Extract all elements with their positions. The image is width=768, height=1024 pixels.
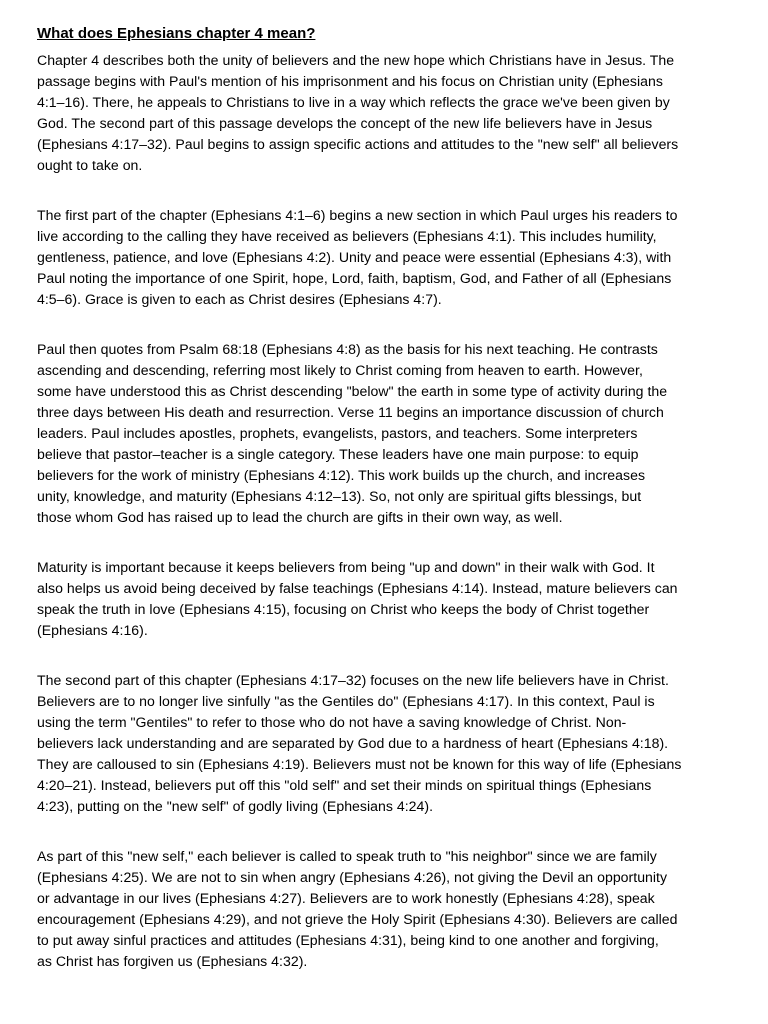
paragraph-line: gentleness, patience, and love (Ephesians 4:2). Unity and peace were essential (Ephesians 4:3), with [37, 249, 672, 265]
paragraph-line: to put away sinful practices and attitudes (Ephesians 4:31), being kind to one another and forgiving, [37, 932, 659, 948]
paragraph-line: ascending and descending, referring most likely to Christ coming from heaven to earth. However, [37, 362, 643, 378]
paragraph [37, 670, 759, 817]
paragraph-line: God. The second part of this passage develops the concept of the new life believers have in Jesus [37, 115, 653, 131]
paragraph [37, 557, 759, 641]
paragraph-line: or advantage in our lives (Ephesians 4:27). Believers are to work honestly (Ephesians 4:28), speak [37, 890, 655, 906]
paragraph-line: speak the truth in love (Ephesians 4:15), focusing on Christ who keeps the body of Christ together [37, 601, 650, 617]
paragraph-line: Maturity is important because it keeps believers from being "up and down" in their walk with God. It [37, 559, 655, 575]
paragraph-line: three days between His death and resurrection. Verse 11 begins an importance discussion of church [37, 404, 664, 420]
paragraph-line: Believers are to no longer live sinfully "as the Gentiles do" (Ephesians 4:17). In this context, Paul is [37, 693, 655, 709]
document-page [37, 24, 759, 1001]
paragraph-line: believe that pastor–teacher is a single category. These leaders have one main purpose: to equip [37, 446, 639, 462]
paragraph-line: The first part of the chapter (Ephesians 4:1–6) begins a new section in which Paul urges his readers to [37, 207, 678, 223]
paragraph-line: those whom God has raised up to lead the church are gifts in their own way, as well. [37, 509, 563, 525]
paragraph [37, 50, 759, 176]
paragraph-line: encouragement (Ephesians 4:29), and not grieve the Holy Spirit (Ephesians 4:30). Believers are called [37, 911, 678, 927]
paragraph-line: as Christ has forgiven us (Ephesians 4:32). [37, 953, 308, 969]
paragraph-line: Paul then quotes from Psalm 68:18 (Ephesians 4:8) as the basis for his next teaching. He contrasts [37, 341, 658, 357]
document-body [37, 50, 759, 972]
paragraph-line: using the term "Gentiles" to refer to those who do not have a saving knowledge of Christ. Non- [37, 714, 627, 730]
paragraph-line: They are calloused to sin (Ephesians 4:19). Believers must not be known for this way of life (Ephesians [37, 756, 682, 772]
paragraph-line: (Ephesians 4:16). [37, 622, 148, 638]
paragraph-line: unity, knowledge, and maturity (Ephesians 4:12–13). So, not only are spiritual gifts blessings, but [37, 488, 642, 504]
paragraph-line: live according to the calling they have received as believers (Ephesians 4:1). This includes humility, [37, 228, 657, 244]
paragraph-line: 4:1–16). There, he appeals to Christians to live in a way which reflects the grace we've been given by [37, 94, 670, 110]
paragraph-line: ought to take on. [37, 157, 143, 173]
paragraph-line: Chapter 4 describes both the unity of believers and the new hope which Christians have in Jesus. The [37, 52, 675, 68]
paragraph-line: (Ephesians 4:17–32). Paul begins to assign specific actions and attitudes to the "new self" all believers [37, 136, 679, 152]
paragraph-line: some have understood this as Christ descending "below" the earth in some type of activity during the [37, 383, 668, 399]
paragraph-line: 4:5–6). Grace is given to each as Christ desires (Ephesians 4:7). [37, 291, 442, 307]
paragraph-line: also helps us avoid being deceived by false teachings (Ephesians 4:14). Instead, mature believers can [37, 580, 678, 596]
paragraph [37, 205, 759, 310]
paragraph-line: 4:20–21). Instead, believers put off this "old self" and set their minds on spiritual things (Ephesians [37, 777, 652, 793]
paragraph-line: As part of this "new self," each believer is called to speak truth to "his neighbor" since we are family [37, 848, 657, 864]
paragraph [37, 846, 759, 972]
paragraph-line: 4:23), putting on the "new self" of godly living (Ephesians 4:24). [37, 798, 434, 814]
document-heading: What does Ephesians chapter 4 mean? [37, 25, 316, 42]
paragraph [37, 339, 759, 528]
paragraph-line: believers for the work of ministry (Ephesians 4:12). This work builds up the church, and increases [37, 467, 646, 483]
paragraph-line: leaders. Paul includes apostles, prophets, evangelists, pastors, and teachers. Some interpreters [37, 425, 638, 441]
paragraph-line: Paul noting the importance of one Spirit, hope, Lord, faith, baptism, God, and Father of all (Ephesians [37, 270, 672, 286]
paragraph-line: believers lack understanding and are separated by God due to a hardness of heart (Ephesians 4:18). [37, 735, 669, 751]
paragraph-line: (Ephesians 4:25). We are not to sin when angry (Ephesians 4:26), not giving the Devil an opportunity [37, 869, 668, 885]
paragraph-line: The second part of this chapter (Ephesians 4:17–32) focuses on the new life believers have in Christ. [37, 672, 669, 688]
paragraph-line: passage begins with Paul's mention of his imprisonment and his focus on Christian unity (Ephesians [37, 73, 663, 89]
